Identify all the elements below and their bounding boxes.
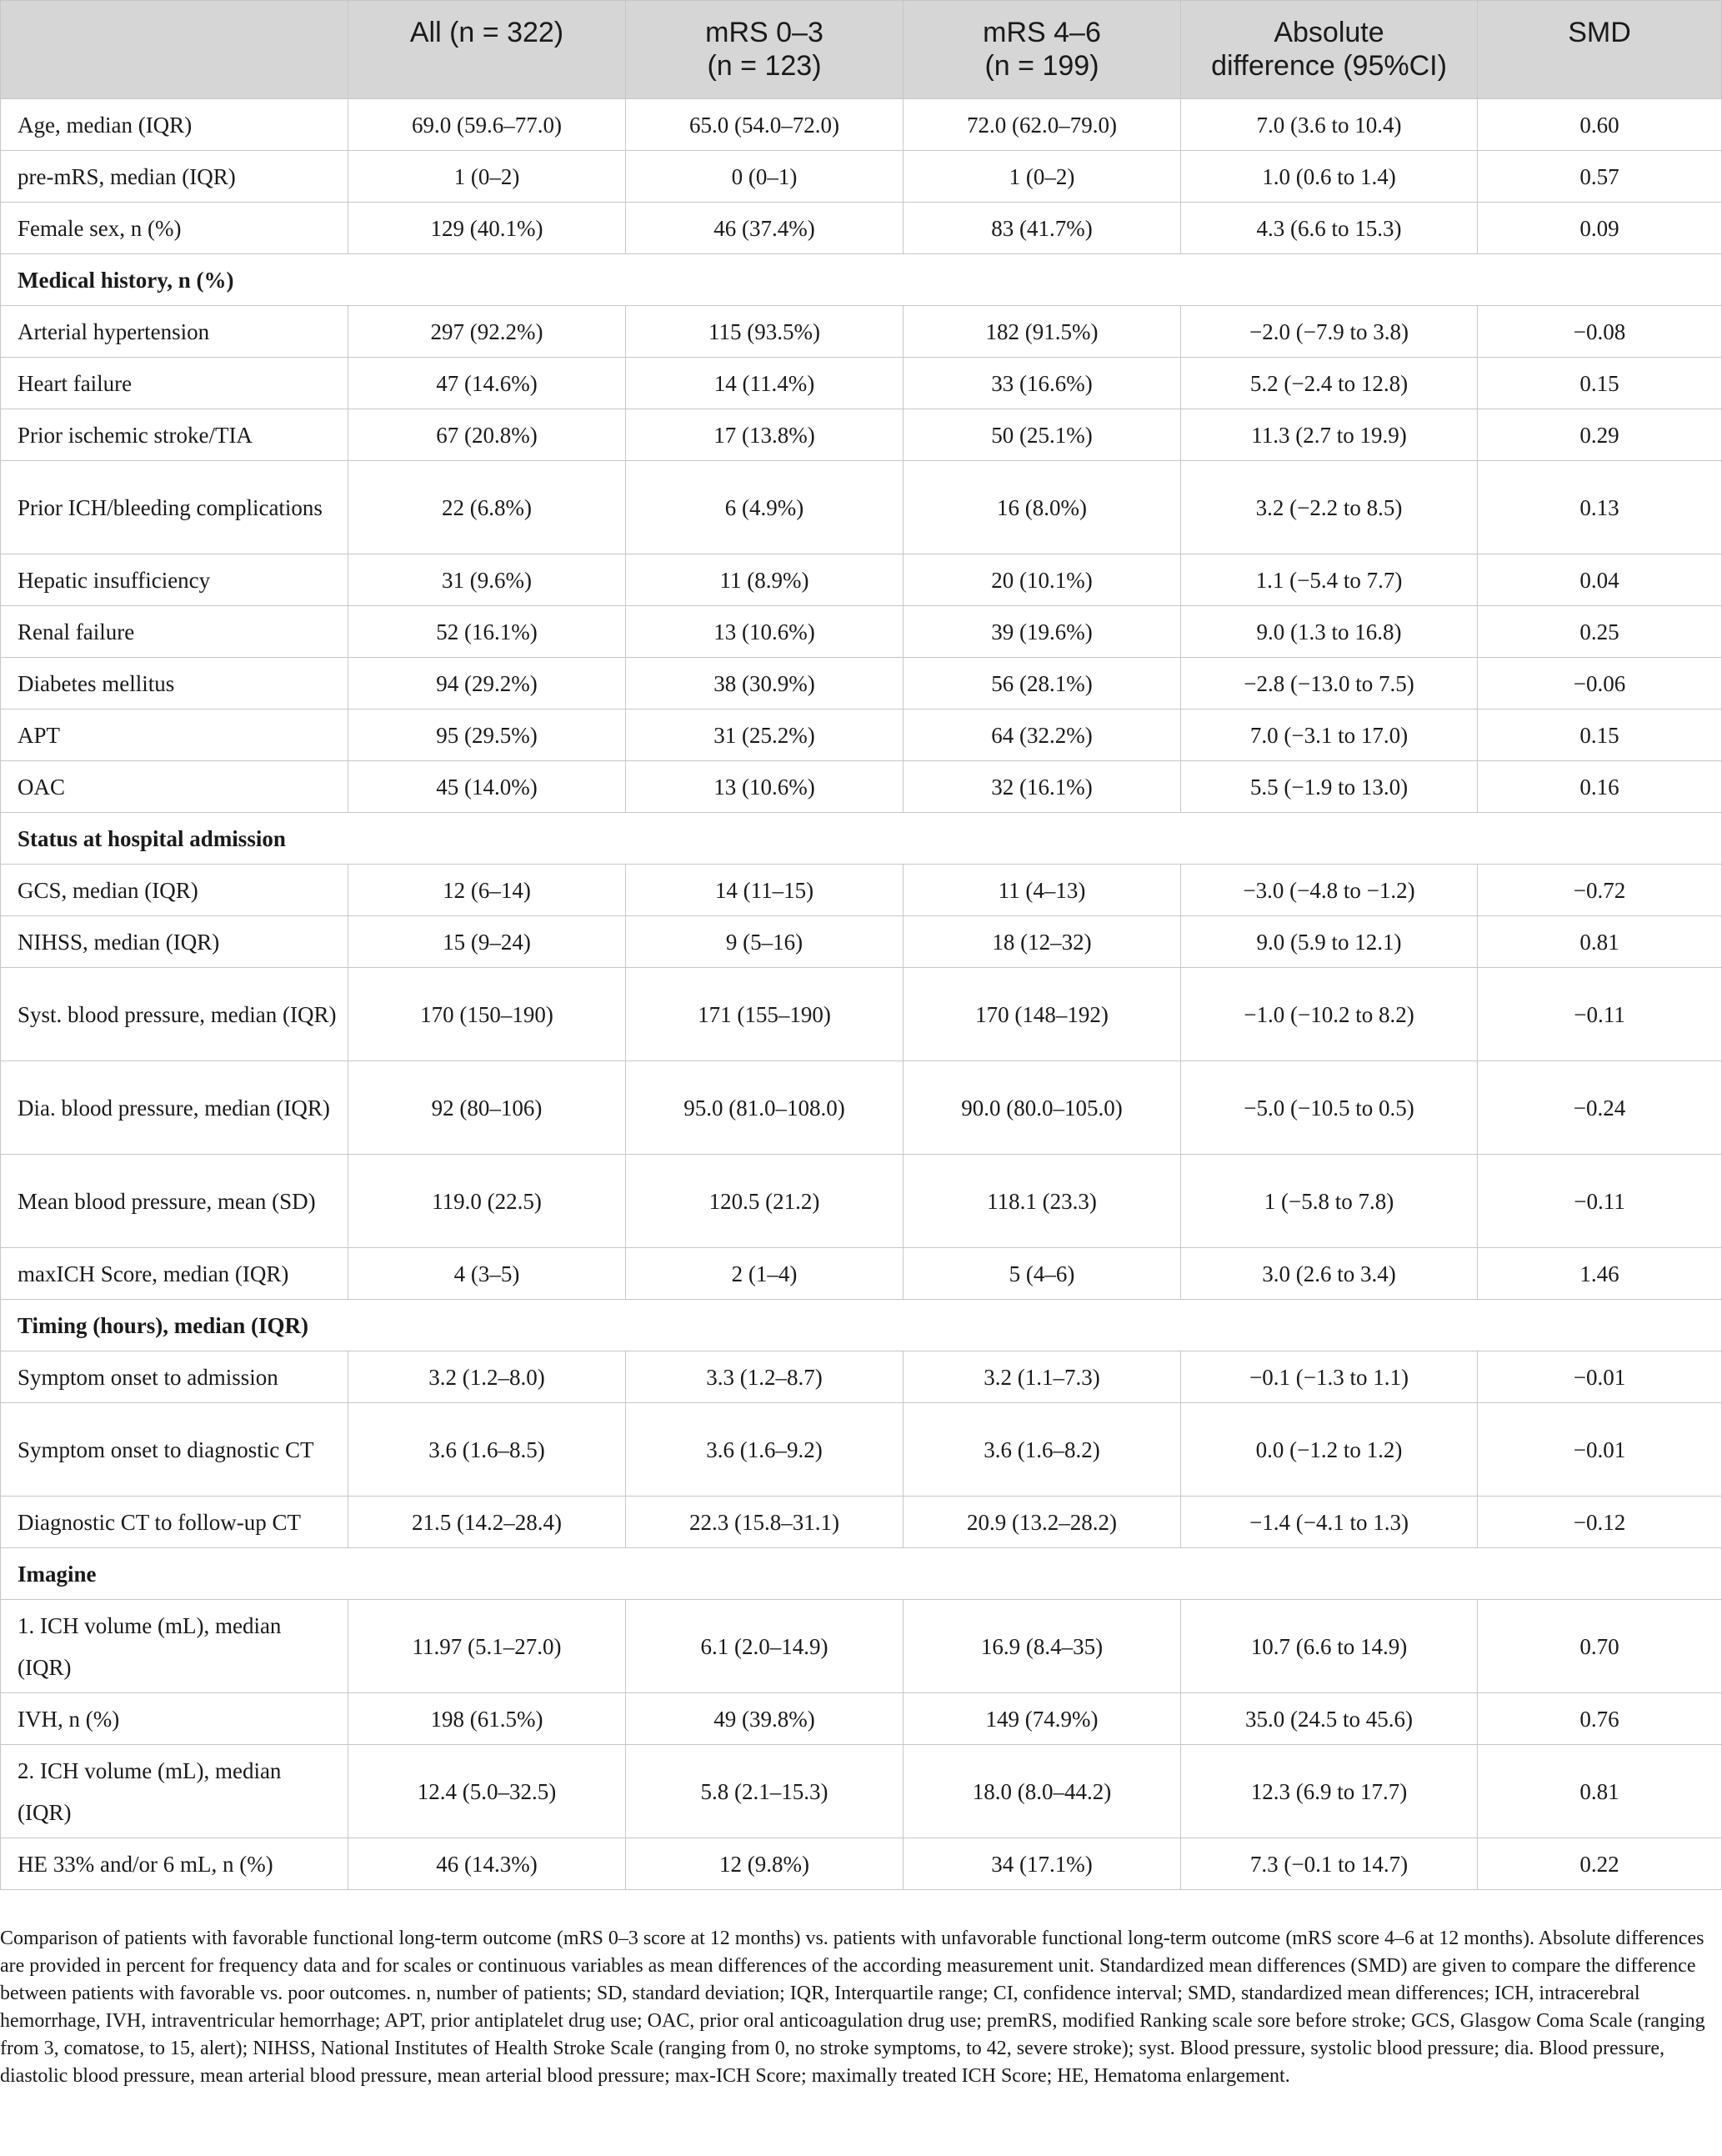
cell-mrs-4-6: 50 (25.1%) (904, 409, 1181, 461)
row-label: maxICH Score, median (IQR) (1, 1248, 348, 1300)
cell-all: 15 (9–24) (348, 916, 626, 968)
cell-smd: −0.06 (1478, 658, 1722, 709)
cell-smd: −0.01 (1478, 1351, 1722, 1403)
cell-mrs-0-3: 6.1 (2.0–14.9) (626, 1600, 904, 1693)
cell-mrs-4-6: 149 (74.9%) (904, 1693, 1181, 1745)
cell-absolute-difference: −0.1 (−1.3 to 1.1) (1181, 1351, 1478, 1403)
cell-smd: 0.60 (1478, 99, 1722, 151)
cell-all: 170 (150–190) (348, 968, 626, 1061)
cell-absolute-difference: −1.4 (−4.1 to 1.3) (1181, 1497, 1478, 1548)
table-row (1, 916, 1722, 968)
table-row (1, 409, 1722, 461)
cell-smd: 0.57 (1478, 151, 1722, 203)
cell-mrs-4-6: 11 (4–13) (904, 865, 1181, 916)
cell-mrs-4-6: 18 (12–32) (904, 916, 1181, 968)
table-body (1, 99, 1722, 1890)
row-label: Dia. blood pressure, median (IQR) (1, 1061, 348, 1155)
cell-absolute-difference: 4.3 (6.6 to 15.3) (1181, 203, 1478, 254)
cell-absolute-difference: 7.0 (3.6 to 10.4) (1181, 99, 1478, 151)
table-row (1, 1248, 1722, 1300)
cell-smd: 0.76 (1478, 1693, 1722, 1745)
cell-all: 129 (40.1%) (348, 203, 626, 254)
cell-all: 52 (16.1%) (348, 606, 626, 658)
cell-mrs-4-6: 182 (91.5%) (904, 306, 1181, 358)
row-label: APT (1, 709, 348, 761)
cell-all: 198 (61.5%) (348, 1693, 626, 1745)
cell-mrs-0-3: 13 (10.6%) (626, 761, 904, 813)
row-label: Prior ICH/bleeding complications (1, 461, 348, 554)
cell-smd: 0.15 (1478, 358, 1722, 409)
cell-absolute-difference: 35.0 (24.5 to 45.6) (1181, 1693, 1478, 1745)
row-label: Diabetes mellitus (1, 658, 348, 709)
section-header-label: Timing (hours), median (IQR) (1, 1300, 1722, 1351)
cell-mrs-0-3: 95.0 (81.0–108.0) (626, 1061, 904, 1155)
cell-smd: −0.72 (1478, 865, 1722, 916)
cell-all: 4 (3–5) (348, 1248, 626, 1300)
table-row (1, 606, 1722, 658)
cell-smd: 0.81 (1478, 916, 1722, 968)
cell-smd: 0.13 (1478, 461, 1722, 554)
cell-all: 1 (0–2) (348, 151, 626, 203)
cell-mrs-4-6: 39 (19.6%) (904, 606, 1181, 658)
row-label: pre-mRS, median (IQR) (1, 151, 348, 203)
header-smd: SMD (1478, 1, 1722, 99)
cell-absolute-difference: 1 (−5.8 to 7.8) (1181, 1155, 1478, 1248)
cell-smd: 0.22 (1478, 1838, 1722, 1890)
cell-mrs-0-3: 12 (9.8%) (626, 1838, 904, 1890)
cell-smd: 0.09 (1478, 203, 1722, 254)
cell-mrs-4-6: 170 (148–192) (904, 968, 1181, 1061)
cell-mrs-4-6: 1 (0–2) (904, 151, 1181, 203)
cell-mrs-0-3: 3.6 (1.6–9.2) (626, 1403, 904, 1497)
cell-absolute-difference: 5.2 (−2.4 to 12.8) (1181, 358, 1478, 409)
cell-mrs-0-3: 14 (11–15) (626, 865, 904, 916)
cell-mrs-0-3: 46 (37.4%) (626, 203, 904, 254)
cell-absolute-difference: 9.0 (1.3 to 16.8) (1181, 606, 1478, 658)
table-row (1, 1403, 1722, 1497)
header-mrs-0-3 (626, 1, 904, 99)
cell-mrs-4-6: 3.2 (1.1–7.3) (904, 1351, 1181, 1403)
row-label: Symptom onset to admission (1, 1351, 348, 1403)
cell-mrs-4-6: 20 (10.1%) (904, 554, 1181, 606)
cell-absolute-difference: 3.2 (−2.2 to 8.5) (1181, 461, 1478, 554)
cell-smd: −0.01 (1478, 1403, 1722, 1497)
section-header-row (1, 1548, 1722, 1600)
row-label: 2. ICH volume (mL), median (IQR) (1, 1745, 348, 1838)
cell-mrs-4-6: 34 (17.1%) (904, 1838, 1181, 1890)
table-row (1, 865, 1722, 916)
table-row (1, 1600, 1722, 1693)
section-header-label: Status at hospital admission (1, 813, 1722, 865)
header-all: All (n = 322) (348, 1, 626, 99)
row-label: Female sex, n (%) (1, 203, 348, 254)
cell-smd: −0.11 (1478, 968, 1722, 1061)
cell-all: 46 (14.3%) (348, 1838, 626, 1890)
cell-mrs-4-6: 3.6 (1.6–8.2) (904, 1403, 1181, 1497)
cell-all: 69.0 (59.6–77.0) (348, 99, 626, 151)
header-mrs-4-6-line2: (n = 199) (984, 50, 1099, 82)
cell-absolute-difference: 0.0 (−1.2 to 1.2) (1181, 1403, 1478, 1497)
cell-mrs-0-3: 115 (93.5%) (626, 306, 904, 358)
cell-absolute-difference: 1.0 (0.6 to 1.4) (1181, 151, 1478, 203)
cell-mrs-0-3: 171 (155–190) (626, 968, 904, 1061)
section-header-label: Medical history, n (%) (1, 254, 1722, 306)
cell-absolute-difference: −3.0 (−4.8 to −1.2) (1181, 865, 1478, 916)
table-row (1, 761, 1722, 813)
table-row (1, 709, 1722, 761)
table-row (1, 968, 1722, 1061)
cell-mrs-0-3: 9 (5–16) (626, 916, 904, 968)
row-label: GCS, median (IQR) (1, 865, 348, 916)
table-row (1, 1838, 1722, 1890)
cell-all: 12 (6–14) (348, 865, 626, 916)
cell-mrs-4-6: 83 (41.7%) (904, 203, 1181, 254)
table-row (1, 554, 1722, 606)
cell-smd: 0.25 (1478, 606, 1722, 658)
cell-all: 12.4 (5.0–32.5) (348, 1745, 626, 1838)
row-label: Hepatic insufficiency (1, 554, 348, 606)
cell-mrs-0-3: 65.0 (54.0–72.0) (626, 99, 904, 151)
row-label: Prior ischemic stroke/TIA (1, 409, 348, 461)
cell-all: 94 (29.2%) (348, 658, 626, 709)
section-header-row (1, 813, 1722, 865)
cell-mrs-0-3: 120.5 (21.2) (626, 1155, 904, 1248)
cell-absolute-difference: 9.0 (5.9 to 12.1) (1181, 916, 1478, 968)
cell-all: 3.6 (1.6–8.5) (348, 1403, 626, 1497)
cell-smd: 0.16 (1478, 761, 1722, 813)
cell-all: 297 (92.2%) (348, 306, 626, 358)
cell-all: 45 (14.0%) (348, 761, 626, 813)
row-label: Diagnostic CT to follow-up CT (1, 1497, 348, 1548)
cell-absolute-difference: 3.0 (2.6 to 3.4) (1181, 1248, 1478, 1300)
cell-smd: −0.08 (1478, 306, 1722, 358)
table-row (1, 1497, 1722, 1548)
cell-all: 119.0 (22.5) (348, 1155, 626, 1248)
header-absolute-difference (1181, 1, 1478, 99)
row-label: OAC (1, 761, 348, 813)
cell-all: 21.5 (14.2–28.4) (348, 1497, 626, 1548)
cell-absolute-difference: 7.0 (−3.1 to 17.0) (1181, 709, 1478, 761)
cell-absolute-difference: 7.3 (−0.1 to 14.7) (1181, 1838, 1478, 1890)
row-label: HE 33% and/or 6 mL, n (%) (1, 1838, 348, 1890)
cell-absolute-difference: −5.0 (−10.5 to 0.5) (1181, 1061, 1478, 1155)
row-label: Renal failure (1, 606, 348, 658)
cell-mrs-4-6: 118.1 (23.3) (904, 1155, 1181, 1248)
header-blank-cell (1, 1, 348, 99)
cell-smd: 0.70 (1478, 1600, 1722, 1693)
cell-mrs-0-3: 31 (25.2%) (626, 709, 904, 761)
table-row (1, 1061, 1722, 1155)
cell-mrs-4-6: 16 (8.0%) (904, 461, 1181, 554)
cell-absolute-difference: −2.0 (−7.9 to 3.8) (1181, 306, 1478, 358)
cell-mrs-4-6: 90.0 (80.0–105.0) (904, 1061, 1181, 1155)
cell-mrs-0-3: 38 (30.9%) (626, 658, 904, 709)
cell-smd: 1.46 (1478, 1248, 1722, 1300)
cell-mrs-0-3: 6 (4.9%) (626, 461, 904, 554)
header-absdiff-line1: Absolute (1274, 17, 1384, 48)
cell-all: 11.97 (5.1–27.0) (348, 1600, 626, 1693)
row-label: Symptom onset to diagnostic CT (1, 1403, 348, 1497)
cell-mrs-4-6: 5 (4–6) (904, 1248, 1181, 1300)
cell-all: 67 (20.8%) (348, 409, 626, 461)
cell-mrs-0-3: 14 (11.4%) (626, 358, 904, 409)
cell-mrs-0-3: 13 (10.6%) (626, 606, 904, 658)
table-row (1, 658, 1722, 709)
cell-absolute-difference: 10.7 (6.6 to 14.9) (1181, 1600, 1478, 1693)
row-label: Heart failure (1, 358, 348, 409)
table-row (1, 306, 1722, 358)
table-row (1, 1155, 1722, 1248)
table-row (1, 1693, 1722, 1745)
cell-mrs-4-6: 18.0 (8.0–44.2) (904, 1745, 1181, 1838)
row-label: Syst. blood pressure, median (IQR) (1, 968, 348, 1061)
cell-mrs-4-6: 20.9 (13.2–28.2) (904, 1497, 1181, 1548)
cell-absolute-difference: −2.8 (−13.0 to 7.5) (1181, 658, 1478, 709)
cell-smd: −0.24 (1478, 1061, 1722, 1155)
cell-absolute-difference: 11.3 (2.7 to 19.9) (1181, 409, 1478, 461)
header-mrs-4-6-line1: mRS 4–6 (983, 17, 1101, 48)
cell-absolute-difference: 1.1 (−5.4 to 7.7) (1181, 554, 1478, 606)
cell-mrs-0-3: 49 (39.8%) (626, 1693, 904, 1745)
cell-mrs-4-6: 72.0 (62.0–79.0) (904, 99, 1181, 151)
cell-mrs-0-3: 3.3 (1.2–8.7) (626, 1351, 904, 1403)
header-mrs-4-6 (904, 1, 1181, 99)
table-row (1, 358, 1722, 409)
cell-all: 47 (14.6%) (348, 358, 626, 409)
row-label: Age, median (IQR) (1, 99, 348, 151)
cell-mrs-0-3: 2 (1–4) (626, 1248, 904, 1300)
cell-absolute-difference: −1.0 (−10.2 to 8.2) (1181, 968, 1478, 1061)
section-header-label: Imagine (1, 1548, 1722, 1600)
cell-mrs-4-6: 33 (16.6%) (904, 358, 1181, 409)
cell-all: 3.2 (1.2–8.0) (348, 1351, 626, 1403)
cell-smd: 0.04 (1478, 554, 1722, 606)
cell-absolute-difference: 12.3 (6.9 to 17.7) (1181, 1745, 1478, 1838)
header-row (1, 1, 1722, 99)
cell-smd: 0.29 (1478, 409, 1722, 461)
cell-mrs-0-3: 5.8 (2.1–15.3) (626, 1745, 904, 1838)
cell-all: 95 (29.5%) (348, 709, 626, 761)
cell-mrs-0-3: 0 (0–1) (626, 151, 904, 203)
cell-smd: 0.15 (1478, 709, 1722, 761)
table-footnote: Comparison of patients with favorable functional long-term outcome (mRS 0–3 score at 12 months) vs. patients with unfavorable functional long-term outcome (mRS score 4–6 at 12 months). Absolute differences are provided in percent for frequency data and for scales or continuous variables as mean differences of the according measurement unit. Standardized mean differences (SMD) are given to compare the difference between patients with favorable vs. poor outcomes. n, number of patients; SD, standard deviation; IQR, Interquartile range; CI, confidence interval; SMD, standardized mean differences; ICH, intracerebral hemorrhage, IVH, intraventricular hemorrhage; APT, prior antiplatelet drug use; OAC, prior oral anticoagulation drug use; premRS, modified Ranking scale sore before stroke; GCS, Glasgow Coma Scale (ranging from 3, comatose, to 15, alert); NIHSS, National Institutes of Health Stroke Scale (ranging from 0, no stroke symptoms, to 42, severe stroke); syst. Blood pressure, systolic blood pressure; dia. Blood pressure, diastolic blood pressure, mean arterial blood pressure, mean arterial blood pressure; max-ICH Score; maximally treated ICH Score; HE, Hematoma enlargement. (0, 1928, 1705, 2087)
table-row (1, 151, 1722, 203)
cell-all: 31 (9.6%) (348, 554, 626, 606)
cell-mrs-4-6: 16.9 (8.4–35) (904, 1600, 1181, 1693)
cell-mrs-0-3: 17 (13.8%) (626, 409, 904, 461)
cell-mrs-4-6: 56 (28.1%) (904, 658, 1181, 709)
table-row (1, 99, 1722, 151)
cell-smd: 0.81 (1478, 1745, 1722, 1838)
cell-mrs-4-6: 32 (16.1%) (904, 761, 1181, 813)
table-row (1, 203, 1722, 254)
table-row (1, 461, 1722, 554)
header-mrs-0-3-line2: (n = 123) (707, 50, 822, 82)
cell-smd: −0.12 (1478, 1497, 1722, 1548)
header-absdiff-line2: difference (95%CI) (1211, 50, 1447, 82)
row-label: 1. ICH volume (mL), median (IQR) (1, 1600, 348, 1693)
header-mrs-0-3-line1: mRS 0–3 (705, 17, 823, 48)
table-row (1, 1745, 1722, 1838)
cell-absolute-difference: 5.5 (−1.9 to 13.0) (1181, 761, 1478, 813)
row-label: Arterial hypertension (1, 306, 348, 358)
cell-all: 92 (80–106) (348, 1061, 626, 1155)
cell-mrs-0-3: 11 (8.9%) (626, 554, 904, 606)
row-label: Mean blood pressure, mean (SD) (1, 1155, 348, 1248)
section-header-row (1, 254, 1722, 306)
section-header-row (1, 1300, 1722, 1351)
cell-mrs-0-3: 22.3 (15.8–31.1) (626, 1497, 904, 1548)
row-label: NIHSS, median (IQR) (1, 916, 348, 968)
row-label: IVH, n (%) (1, 1693, 348, 1745)
table-row (1, 1351, 1722, 1403)
cell-all: 22 (6.8%) (348, 461, 626, 554)
table-header (1, 1, 1722, 99)
cell-mrs-4-6: 64 (32.2%) (904, 709, 1181, 761)
cell-smd: −0.11 (1478, 1155, 1722, 1248)
